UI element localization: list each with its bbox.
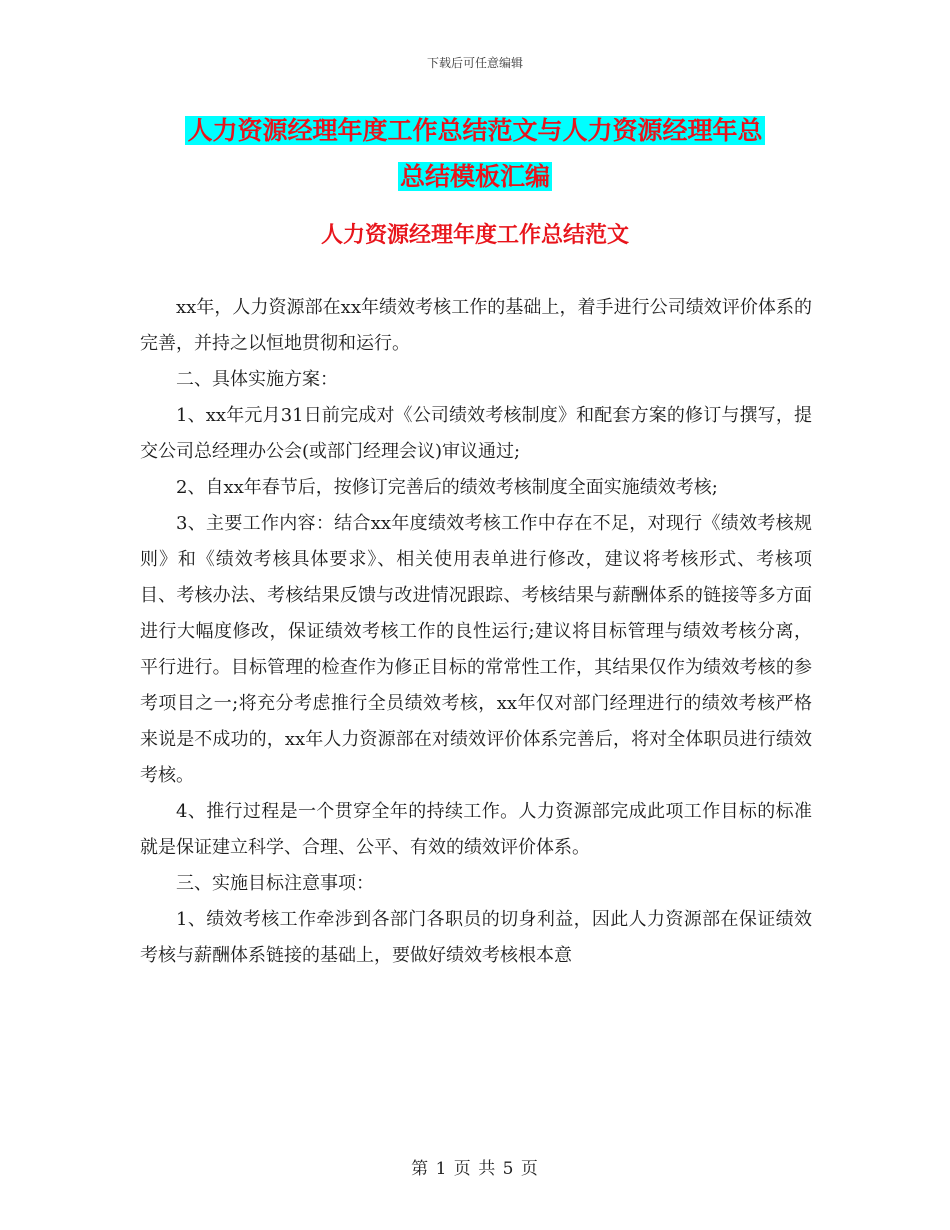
document-title-line-1 (0, 108, 950, 154)
paragraph: 1、xx年元月31日前完成对《公司绩效考核制度》和配套方案的修订与撰写，提交公司总经理办公会(或部门经理会议)审议通过; (140, 405, 812, 462)
document-title-line-1-text: 人力资源经理年度工作总结范文与人力资源经理年总 (187, 116, 763, 145)
paragraph: 2、自xx年春节后，按修订完善后的绩效考核制度全面实施绩效考核; (176, 477, 718, 498)
document-body (140, 290, 812, 974)
page-number-footer: 第 1 页 共 5 页 (411, 1159, 539, 1179)
paragraph: xx年，人力资源部在xx年绩效考核工作的基础上，着手进行公司绩效评价体系的完善，并持之以恒地贯彻和运行。 (140, 297, 812, 354)
paragraph: 1、绩效考核工作牵涉到各部门各职员的切身利益，因此人力资源部在保证绩效考核与薪酬体系链接的基础上，要做好绩效考核根本意 (140, 909, 812, 966)
document-title-line-2 (0, 154, 950, 200)
section-title: 人力资源经理年度工作总结范文 (320, 223, 629, 248)
paragraph: 三、实施目标注意事项： (176, 873, 374, 894)
document-title (0, 108, 950, 200)
paragraph: 二、具体实施方案： (176, 369, 338, 390)
paragraph: 3、主要工作内容：结合xx年度绩效考核工作中存在不足，对现行《绩效考核规则》和《绩效考核具体要求》、相关使用表单进行修改，建议将考核形式、考核项目、考核办法、考核结果反馈与改进情况跟踪、考核结果与薪酬体系的链接等多方面进行大幅度修改，保证绩效考核工作的良性运行;建议将目标管理与绩效考核分离，平行进行。目标管理的检查作为修正目标的常常性工作，其结果仅作为绩效考核的参考项目之一;将充分考虑推行全员绩效考核，xx年仅对部门经理进行的绩效考核严格来说是不成功的，xx年人力资源部在对绩效评价体系完善后，将对全体职员进行绩效考核。 (140, 513, 812, 786)
header-note: 下载后可任意编辑 (426, 56, 523, 70)
paragraph: 4、推行过程是一个贯穿全年的持续工作。人力资源部完成此项工作目标的标准就是保证建立科学、合理、公平、有效的绩效评价体系。 (140, 801, 812, 858)
document-title-line-2-text: 总结模板汇编 (399, 162, 550, 191)
